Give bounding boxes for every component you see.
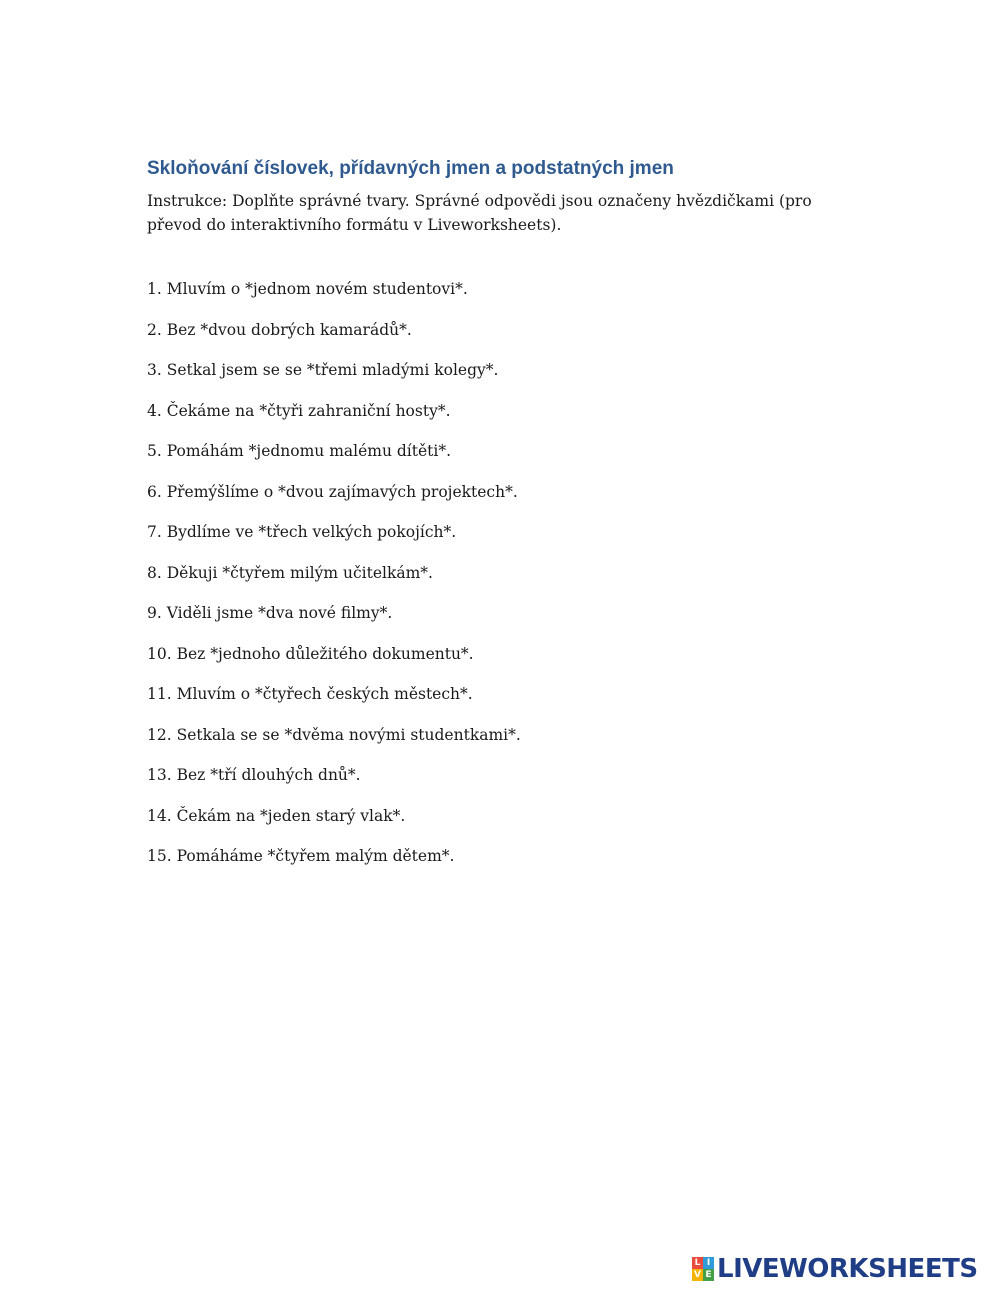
exercise-item: 2. Bez *dvou dobrých kamarádů*. [147, 320, 412, 339]
logo-mark-letter: E [703, 1269, 714, 1281]
exercise-item: 1. Mluvím o *jednom novém studentovi*. [147, 280, 468, 298]
logo-mark-letter: V [692, 1269, 703, 1281]
exercise-item: 8. Děkuji *čtyřem milým učitelkám*. [147, 563, 433, 582]
logo-text: LIVEWORKSHEETS [717, 1254, 978, 1284]
exercise-item: 14. Čekám na *jeden starý vlak*. [147, 806, 406, 825]
exercise-item: 11. Mluvím o *čtyřech českých městech*. [147, 685, 473, 703]
exercise-list [147, 278, 521, 886]
page-title: Skloňování číslovek, přídavných jmen a podstatných jmen [147, 158, 674, 179]
exercise-item: 4. Čekáme na *čtyři zahraniční hosty*. [147, 401, 451, 420]
exercise-item: 10. Bez *jednoho důležitého dokumentu*. [147, 644, 474, 663]
logo-mark-letter: I [703, 1257, 714, 1269]
exercise-item: 9. Viděli jsme *dva nové filmy*. [147, 604, 393, 622]
logo-mark-letter: L [692, 1257, 703, 1269]
exercise-item: 6. Přemýšlíme o *dvou zajímavých projektech*. [147, 482, 518, 501]
exercise-item: 7. Bydlíme ve *třech velkých pokojích*. [147, 523, 457, 541]
exercise-item: 13. Bez *tří dlouhých dnů*. [147, 766, 361, 784]
liveworksheets-logo [692, 1254, 978, 1284]
exercise-item: 3. Setkal jsem se se *třemi mladými kolegy*. [147, 361, 499, 379]
instructions: Instrukce: Doplňte správné tvary. Správné odpovědi jsou označeny hvězdičkami (pro převod do interaktivního formátu v Liveworksheets). [147, 192, 812, 234]
liveworksheets-logo-icon [692, 1257, 714, 1281]
exercise-item: 5. Pomáhám *jednomu malému dítěti*. [147, 442, 452, 460]
exercise-item: 15. Pomáháme *čtyřem malým dětem*. [147, 847, 455, 865]
exercise-item: 12. Setkala se se *dvěma novými studentkami*. [147, 725, 521, 744]
